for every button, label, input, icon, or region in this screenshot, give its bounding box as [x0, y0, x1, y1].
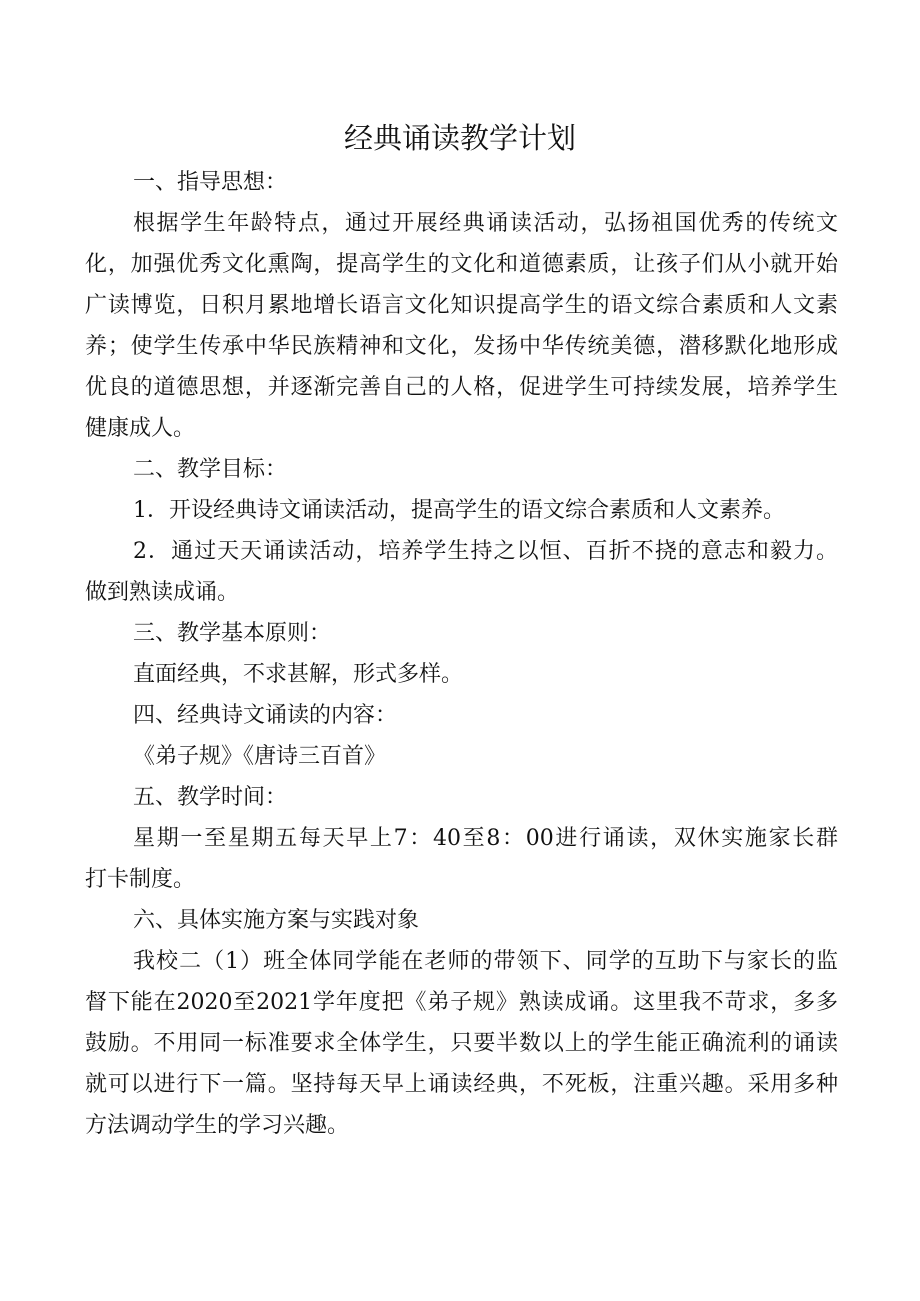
paragraph-line: 星期一至星期五每天早上7：40至8：00进行诵读，双休实施家长群: [133, 826, 838, 851]
paragraph-line: 广读博览，日积月累地增长语言文化知识提高学生的语文综合素质和人文素: [85, 293, 838, 318]
paragraph-line: 优良的道德思想，并逐渐完善自己的人格，促进学生可持续发展，培养学生: [85, 375, 838, 400]
document-title: 经典诵读教学计划: [343, 121, 576, 155]
goal-item-continued: 做到熟读成诵。: [85, 580, 240, 605]
paragraph-line: 我校二（1）班全体同学能在老师的带领下、同学的互助下与家长的监: [133, 949, 838, 974]
section-heading: 六、具体实施方案与实践对象: [133, 908, 420, 933]
paragraph-line: 化，加强优秀文化熏陶，提高学生的文化和道德素质，让孩子们从小就开始: [85, 252, 838, 277]
section-heading: 一、指导思想：: [133, 170, 288, 195]
section-heading: 四、经典诗文诵读的内容：: [133, 703, 398, 728]
document-body: [85, 162, 838, 1146]
paragraph-line: 打卡制度。: [85, 867, 196, 892]
paragraph-line: 健康成人。: [85, 416, 196, 441]
paragraph-line: 就可以进行下一篇。坚持每天早上诵读经典，不死板，注重兴趣。采用多种: [85, 1072, 838, 1097]
paragraph-line: 养；使学生传承中华民族精神和文化，发扬中华传统美德，潜移默化地形成: [85, 334, 838, 359]
goal-item: 1．开设经典诗文诵读活动，提高学生的语文综合素质和人文素养。: [133, 498, 785, 523]
paragraph-line: 根据学生年龄特点，通过开展经典诵读活动，弘扬祖国优秀的传统文: [133, 211, 838, 236]
paragraph-line: 直面经典，不求甚解，形式多样。: [133, 662, 464, 687]
section-heading: 三、教学基本原则：: [133, 621, 332, 646]
paragraph-line: 《弟子规》《唐诗三百首》: [133, 744, 387, 769]
goal-item: 2．通过天天诵读活动，培养学生持之以恒、百折不挠的意志和毅力。: [133, 539, 838, 564]
section-heading: 五、教学时间：: [133, 785, 288, 810]
paragraph-line: 方法调动学生的学习兴趣。: [85, 1113, 350, 1138]
section-heading: 二、教学目标：: [133, 457, 288, 482]
paragraph-line: 督下能在2020至2021学年度把《弟子规》熟读成诵。这里我不苛求，多多: [85, 990, 838, 1015]
paragraph-line: 鼓励。不用同一标准要求全体学生，只要半数以上的学生能正确流利的诵读: [85, 1031, 838, 1056]
